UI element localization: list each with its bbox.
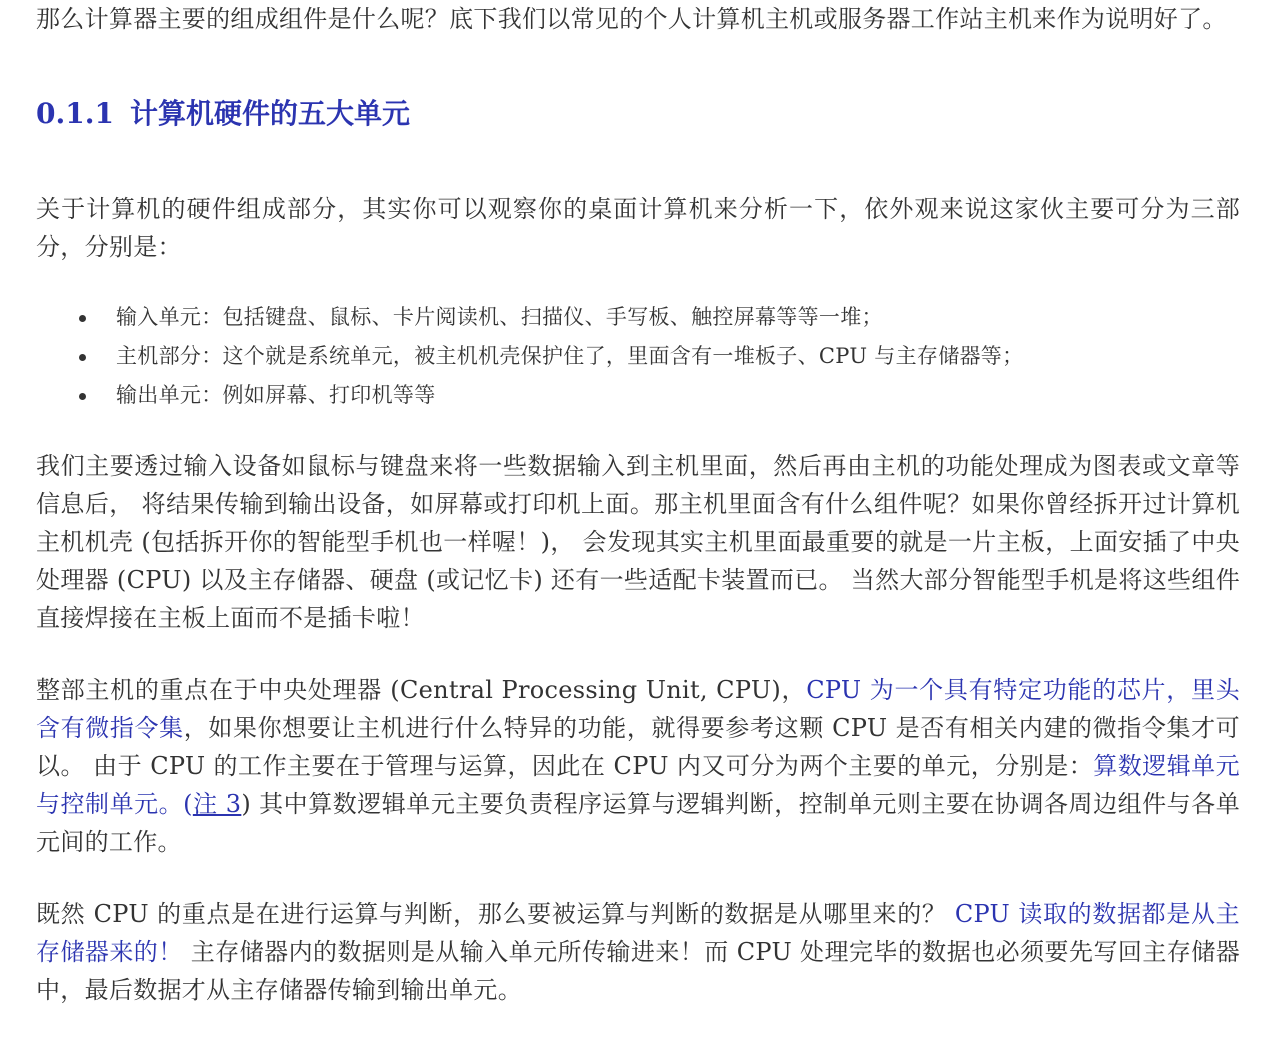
memory-paragraph [36,895,1240,1009]
hardware-overview-paragraph: 关于计算机的硬件组成部分，其实你可以观察你的桌面计算机来分析一下，依外观来说这家伙主要可分为三部分，分别是： [36,195,1240,261]
cpu-text-3: 。( [158,790,193,818]
cpu-text-2: ，如果你想要让主机进行什么特异的功能，就得要参考这颗 CPU 是否有相关内建的微指令集才可以。 由于 CPU 的工作主要在于管理与运算，因此在 CPU 内又可分为两个主要的单元，分别是： [36,714,1240,780]
units-list [36,298,1240,415]
cpu-highlight-microcode: CPU 为一个具有特定功能的芯片，里头含有微指令集 [36,676,1240,742]
note-3-link[interactable]: 注 3 [192,790,242,818]
cpu-text-1: 整部主机的重点在于中央处理器 (Central Processing Unit, CPU)， [36,676,807,704]
list-item-main-unit: 主机部分：这个就是系统单元，被主机机壳保护住了，里面含有一堆板子、CPU 与主存储器等； [116,337,1240,376]
memory-text-2: 主存储器内的数据则是从输入单元所传输进来！而 CPU 处理完毕的数据也必须要先写回主存储器中，最后数据才从主存储器传输到输出单元。 [36,938,1240,1004]
section-number: 0.1.1 [36,97,114,130]
io-flow-paragraph: 我们主要透过输入设备如鼠标与键盘来将一些数据输入到主机里面，然后再由主机的功能处理成为图表或文章等信息后， 将结果传输到输出设备，如屏幕或打印机上面。那主机里面含有什么组件呢？如果你曾经拆开过计算机主机机壳 (包括拆开你的智能型手机也一样喔！)， 会发现其实主机里面最重要的就是一片主板，上面安插了中央处理器 (CPU) 以及主存储器、硬盘 (或记忆卡) 还有一些适配卡装置而已。 当然大部分智能型手机是将这些组件直接焊接在主板上面而不是插卡啦！ [36,452,1240,632]
section-title: 计算机硬件的五大单元 [129,97,410,130]
list-item-input-unit: 输入单元：包括键盘、鼠标、卡片阅读机、扫描仪、手写板、触控屏幕等等一堆； [116,298,1240,337]
list-item-output-unit: 输出单元：例如屏幕、打印机等等 [116,376,1240,415]
cpu-highlight-alu-control: 算数逻辑单元与控制单元 [36,752,1240,818]
section-heading [36,94,1240,134]
memory-text-1: 既然 CPU 的重点是在进行运算与判断，那么要被运算与判断的数据是从哪里来的？ [36,900,955,928]
memory-highlight: CPU 读取的数据都是从主存储器来的！ [36,900,1240,966]
cpu-text-4: ) 其中算数逻辑单元主要负责程序运算与逻辑判断，控制单元则主要在协调各周边组件与各单元间的工作。 [36,790,1240,856]
intro-paragraph: 那么计算器主要的组成组件是什么呢？底下我们以常见的个人计算机主机或服务器工作站主机来作为说明好了。 [36,5,1227,33]
cpu-paragraph [36,671,1240,861]
